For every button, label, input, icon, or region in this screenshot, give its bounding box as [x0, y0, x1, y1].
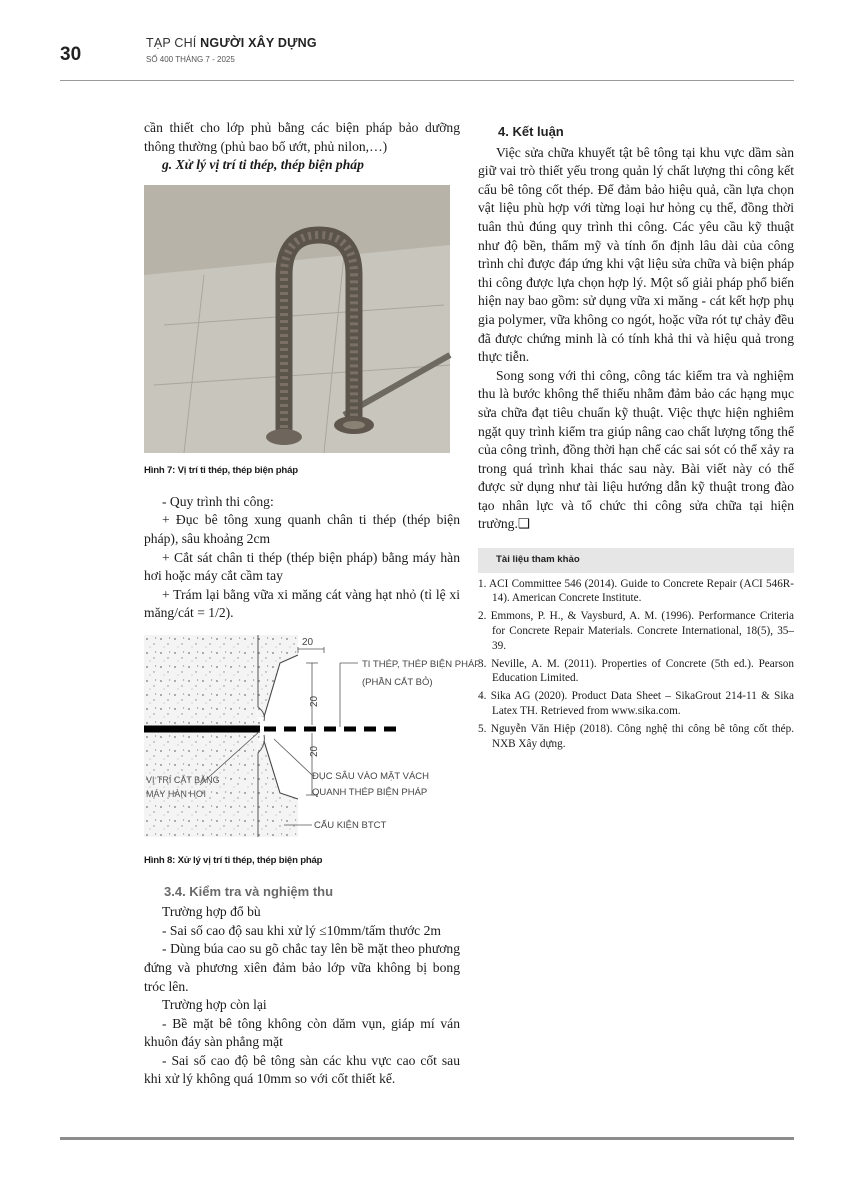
footer-divider	[60, 1137, 794, 1140]
references-heading: Tài liệu tham khảo	[478, 548, 794, 573]
cut-label-1: VỊ TRÍ CẮT BẰNG	[146, 774, 220, 785]
journal-prefix: TẠP CHÍ	[146, 36, 201, 50]
journal-name: NGƯỜI XÂY DỰNG	[200, 36, 317, 50]
dim-top-label: 20	[302, 636, 314, 648]
inspection-line-2: - Sai số cao độ sau khi xử lý ≤10mm/tấm thước 2m	[162, 922, 441, 938]
conclusion-paragraph-1: Việc sửa chữa khuyết tật bê tông tại khu vực dầm sàn giữ vai trò thiết yếu trong quản lý chất lượng thi công kết cấu bê tông cốt thép. Để đảm bảo hiệu quả, cần lựa chọn vật liệu phù hợp với từng loại hư hỏng cụ thể, đồng thời tuân thủ đúng quy trình thi công. Các yêu cầu kỹ thuật như độ bền, thẩm mỹ và tính ổn định lâu dài của công trình chỉ được đáp ứng khi vật liệu sửa chữa và biện pháp thi công được lựa chọn hợp lý. Một số giải pháp phổ biến hiện nay bao gồm: sử dụng vữa xi măng - cát kết hợp phụ gia polymer, vữa không co ngót, hoặc vữa rót tự chảy đều đã được chứng minh là có tính khả thi và hiệu quả trong thực tiễn.	[478, 144, 794, 365]
chisel-label-2: QUANH THÉP BIỆN PHÁP	[312, 786, 428, 798]
member-label: CẤU KIỆN BTCT	[314, 819, 387, 831]
reference-item: 4. Sika AG (2020). Product Data Sheet – SikaGrout 214-11 & Sika Latex TH. Retrieved from www.sika.com.	[478, 690, 794, 718]
process-line-3: + Cắt sát chân ti thép (thép biện pháp) bằng máy hàn hơi hoặc máy cắt cầm tay	[144, 549, 460, 584]
right-column	[478, 119, 794, 754]
reference-item: 3. Neville, A. M. (2011). Properties of Concrete (5th ed.). Pearson Education Limited.	[478, 657, 794, 685]
process-line-2: + Đục bê tông xung quanh chân ti thép (thép biện pháp), sâu khoảng 2cm	[144, 512, 460, 546]
process-line-1: - Quy trình thi công:	[162, 493, 274, 509]
figure-7-caption: Hình 7: Vị trí ti thép, thép biện pháp	[144, 464, 298, 476]
figure-8-caption: Hình 8: Xử lý vị trí ti thép, thép biện pháp	[144, 854, 323, 866]
issue-line: SỐ 400 THÁNG 7 - 2025	[146, 55, 235, 64]
figure-8-diagram	[144, 635, 481, 837]
reference-item: 2. Emmons, P. H., & Vaysburd, A. M. (1996). Performance Criteria for Concrete Repair Materials. Concrete International, 18(5), 35–39.	[478, 610, 794, 652]
rebar-label-1: TI THÉP, THÉP BIỆN PHÁP	[362, 658, 481, 670]
inspection-line-3: - Dùng búa cao su gõ chắc tay lên bề mặt theo phương đứng và phương xiên đảm bảo lớp vữa không bị bong tróc lên.	[144, 941, 460, 994]
inspection-line-4: Trường hợp còn lại	[162, 997, 267, 1013]
process-line-4: + Trám lại bằng vữa xi măng cát vàng hạt nhỏ (tỉ lệ xi măng/cát = 1/2).	[144, 586, 460, 621]
reference-item: 1. ACI Committee 546 (2014). Guide to Concrete Repair (ACI 546R-14). American Concrete Institute.	[478, 577, 794, 605]
chisel-label-1: ĐỤC SÂU VÀO MẶT VÁCH	[312, 770, 430, 782]
inspection-line-1: Trường hợp đổ bù	[162, 904, 261, 920]
rebar-label-2: (PHẦN CẮT BỎ)	[362, 676, 433, 688]
inspection-line-5: - Bề mặt bê tông không còn dăm vụn, giáp mí ván khuôn đáy sàn phẳng mặt	[144, 1015, 460, 1050]
cut-label-2: MÁY HÀN HƠI	[146, 788, 207, 799]
inspection-line-6: - Sai số cao độ bê tông sàn các khu vực cao cốt sau khi xử lý không quá 10mm so với cốt thiết kế.	[144, 1052, 460, 1087]
journal-title	[146, 36, 317, 50]
rebar-photo-illustration	[144, 185, 450, 453]
intro-line: cần thiết cho lớp phủ bằng các biện pháp bảo dưỡng thông thường (phủ bao bố ướt, phủ nilon,…)	[144, 120, 460, 154]
header-divider	[60, 80, 794, 81]
page-number: 30	[60, 44, 82, 65]
references-list	[478, 577, 794, 752]
dim-upper-label: 20	[309, 695, 320, 707]
dim-lower-label: 20	[309, 745, 320, 757]
conclusion-heading: 4. Kết luận	[498, 124, 564, 139]
figure-7-photo	[144, 185, 450, 453]
reference-item: 5. Nguyễn Văn Hiệp (2018). Công nghệ thi công bê tông cốt thép. NXB Xây dựng.	[478, 722, 794, 750]
conclusion-paragraph-2: Song song với thi công, công tác kiểm tra và nghiệm thu là bước không thể thiếu nhằm đảm bảo các hạng mục sửa chữa đạt tiêu chuẩn kỹ thuật. Việc thực hiện nghiêm ngặt quy trình kiểm tra giúp nâng cao chất lượng tổng thể của công trình, đồng thời hạn chế các sai sót có thể xảy ra trong quá trình khai thác sau này. Bài viết này có thể được sử dụng như tài liệu hướng dẫn kỹ thuật trong đào tạo nhân lực và tổ chức thi công sửa chữa tại hiện trường.❑	[478, 367, 794, 532]
subheading-g: g. Xử lý vị trí ti thép, thép biện pháp	[162, 157, 364, 173]
left-column	[144, 119, 481, 1089]
section-3-4-heading: 3.4. Kiểm tra và nghiệm thu	[164, 883, 334, 899]
